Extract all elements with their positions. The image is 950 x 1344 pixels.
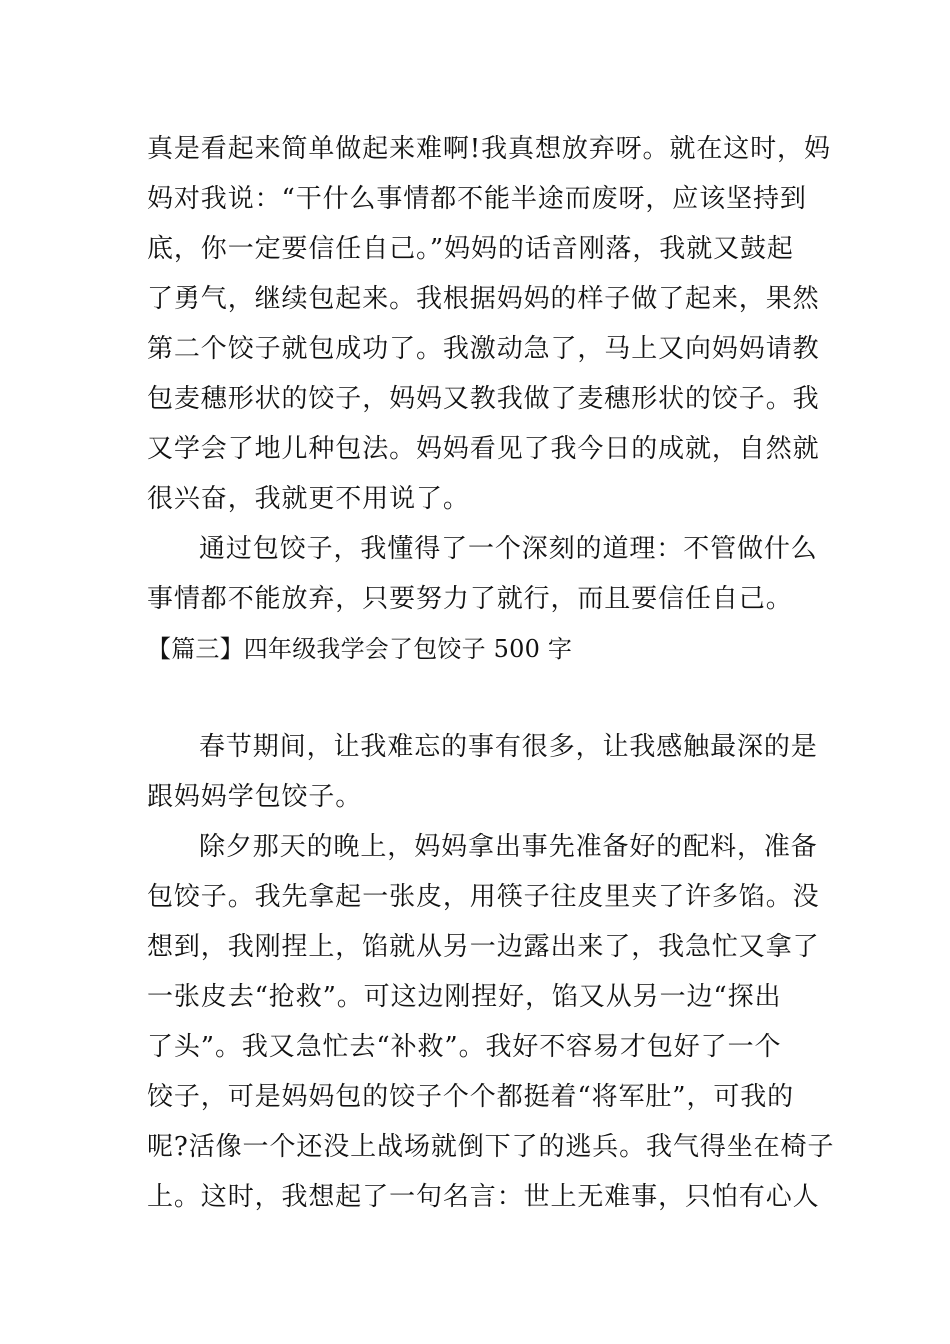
text-line: 妈对我说：“干什么事情都不能半途而废呀，应该坚持到 bbox=[147, 184, 807, 214]
text-line: 很兴奋，我就更不用说了。 bbox=[147, 484, 470, 514]
text-line: 又学会了地儿种包法。妈妈看见了我今日的成就，自然就 bbox=[147, 434, 820, 464]
text-line: 第二个饺子就包成功了。我激动急了，马上又向妈妈请教 bbox=[147, 334, 820, 364]
text-line: 饺子，可是妈妈包的饺子个个都挺着“将军肚”，可我的 bbox=[147, 1082, 795, 1112]
text-line: 一张皮去“抢救”。可这边刚捏好，馅又从另一边“探出 bbox=[147, 982, 782, 1012]
text-line: 真是看起来简单做起来难啊!我真想放弃呀。就在这时，妈 bbox=[147, 134, 831, 164]
section-heading: 【篇三】四年级我学会了包饺子 500 字 bbox=[147, 635, 573, 663]
text-line: 底，你一定要信任自己。”妈妈的话音刚落，我就又鼓起 bbox=[147, 234, 794, 264]
text-line: 了勇气，继续包起来。我根据妈妈的样子做了起来，果然 bbox=[147, 284, 820, 314]
text-line: 想到，我刚捏上，馅就从另一边露出来了，我急忙又拿了 bbox=[147, 932, 820, 962]
text-line: 除夕那天的晚上，妈妈拿出事先准备好的配料，准备 bbox=[199, 832, 818, 862]
text-line: 了头”。我又急忙去“补救”。我好不容易才包好了一个 bbox=[147, 1032, 782, 1062]
text-line: 春节期间，让我难忘的事有很多，让我感触最深的是 bbox=[199, 732, 818, 762]
text-line: 呢?活像一个还没上战场就倒下了的逃兵。我气得坐在椅子 bbox=[147, 1132, 835, 1162]
text-line: 包饺子。我先拿起一张皮，用筷子往皮里夹了许多馅。没 bbox=[147, 882, 820, 912]
text-line: 通过包饺子，我懂得了一个深刻的道理：不管做什么 bbox=[199, 534, 818, 564]
text-line: 上。这时，我想起了一句名言：世上无难事，只怕有心人 bbox=[147, 1182, 820, 1212]
text-line: 事情都不能放弃，只要努力了就行，而且要信任自己。 bbox=[147, 584, 793, 614]
text-line: 包麦穗形状的饺子，妈妈又教我做了麦穗形状的饺子。我 bbox=[147, 384, 820, 414]
text-line: 跟妈妈学包饺子。 bbox=[147, 782, 363, 812]
